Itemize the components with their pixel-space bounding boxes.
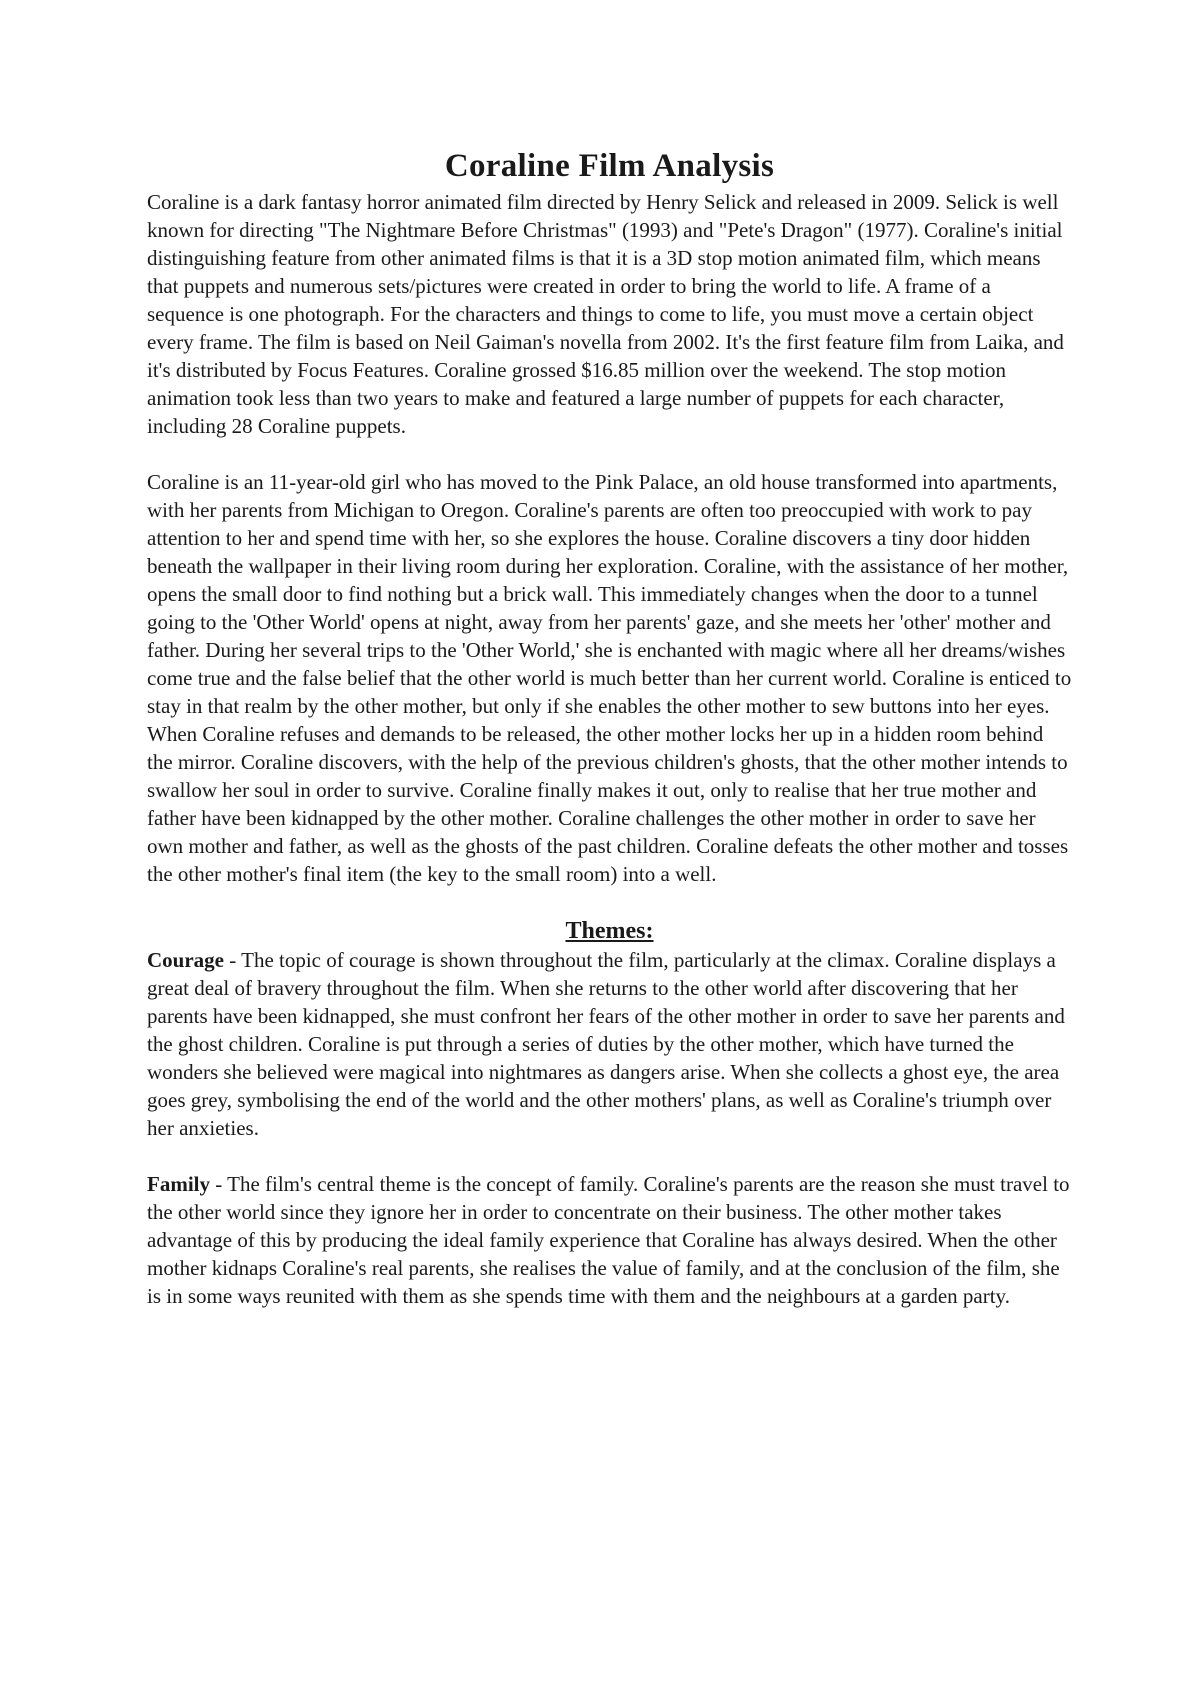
theme-courage-name: Courage <box>147 948 224 972</box>
theme-family-paragraph <box>147 1170 1072 1310</box>
paragraph-spacer <box>147 1142 1072 1170</box>
intro-paragraph: Coraline is a dark fantasy horror animated film directed by Henry Selick and released in 2009. Selick is well known for directing "The Nightmare Before Christmas" (1993) and "Pete's Dragon" (1977). Coraline's initial distinguishing feature from other animated films is that it is a 3D stop motion animated film, which means that puppets and numerous sets/pictures were created in order to bring the world to life. A frame of a sequence is one photograph. For the characters and things to come to life, you must move a certain object every frame. The film is based on Neil Gaiman's novella from 2002. It's the first feature film from Laika, and it's distributed by Focus Features. Coraline grossed $16.85 million over the weekend. The stop motion animation took less than two years to make and featured a large number of puppets for each character, including 28 Coraline puppets. <box>147 190 1064 438</box>
paragraph-spacer <box>147 888 1072 916</box>
document-page <box>147 146 1072 1310</box>
document-title: Coraline Film Analysis <box>444 148 775 184</box>
theme-family-name: Family <box>147 1172 210 1196</box>
paragraph-spacer <box>147 440 1072 468</box>
plot-paragraph: Coraline is an 11-year-old girl who has moved to the Pink Palace, an old house transformed into apartments, with her parents from Michigan to Oregon. Coraline's parents are often too preoccupied with work to pay attention to her and spend time with her, so she explores the house. Coraline discovers a tiny door hidden beneath the wallpaper in their living room during her exploration. Coraline, with the assistance of her mother, opens the small door to find nothing but a brick wall. This immediately changes when the door to a tunnel going to the 'Other World' opens at night, away from her parents' gaze, and she meets her 'other' mother and father. During her several trips to the 'Other World,' she is enchanted with magic where all her dreams/wishes come true and the false belief that the other world is much better than her current world. Coraline is enticed to stay in that realm by the other mother, but only if she enables the other mother to sew buttons into her eyes. When Coraline refuses and demands to be released, the other mother locks her up in a hidden room behind the mirror. Coraline discovers, with the help of the previous children's ghosts, that the other mother intends to swallow her soul in order to survive. Coraline finally makes it out, only to realise that her true mother and father have been kidnapped by the other mother. Coraline challenges the other mother in order to save her own mother and father, as well as the ghosts of the past children. Coraline defeats the other mother and tosses the other mother's final item (the key to the small room) into a well. <box>147 470 1072 886</box>
theme-family-text: - The film's central theme is the concept of family. Coraline's parents are the reason she must travel to the other world since they ignore her in order to concentrate on their business. The other mother takes advantage of this by producing the ideal family experience that Coraline has always desired. When the other mother kidnaps Coraline's real parents, she realises the value of family, and at the conclusion of the film, she is in some ways reunited with them as she spends time with them and the neighbours at a garden party. <box>147 1172 1070 1308</box>
theme-courage-text: - The topic of courage is shown throughout the film, particularly at the climax. Coraline displays a great deal of bravery throughout the film. When she returns to the other world after discovering that her parents have been kidnapped, she must confront her fears of the other mother in order to save her parents and the ghost children. Coraline is put through a series of duties by the other mother, which have turned the wonders she believed were magical into nightmares as dangers arise. When she collects a ghost eye, the area goes grey, symbolising the end of the world and the other mothers' plans, as well as Coraline's triumph over her anxieties. <box>147 948 1065 1140</box>
themes-heading: Themes: <box>565 918 654 944</box>
theme-courage-paragraph <box>147 946 1072 1142</box>
